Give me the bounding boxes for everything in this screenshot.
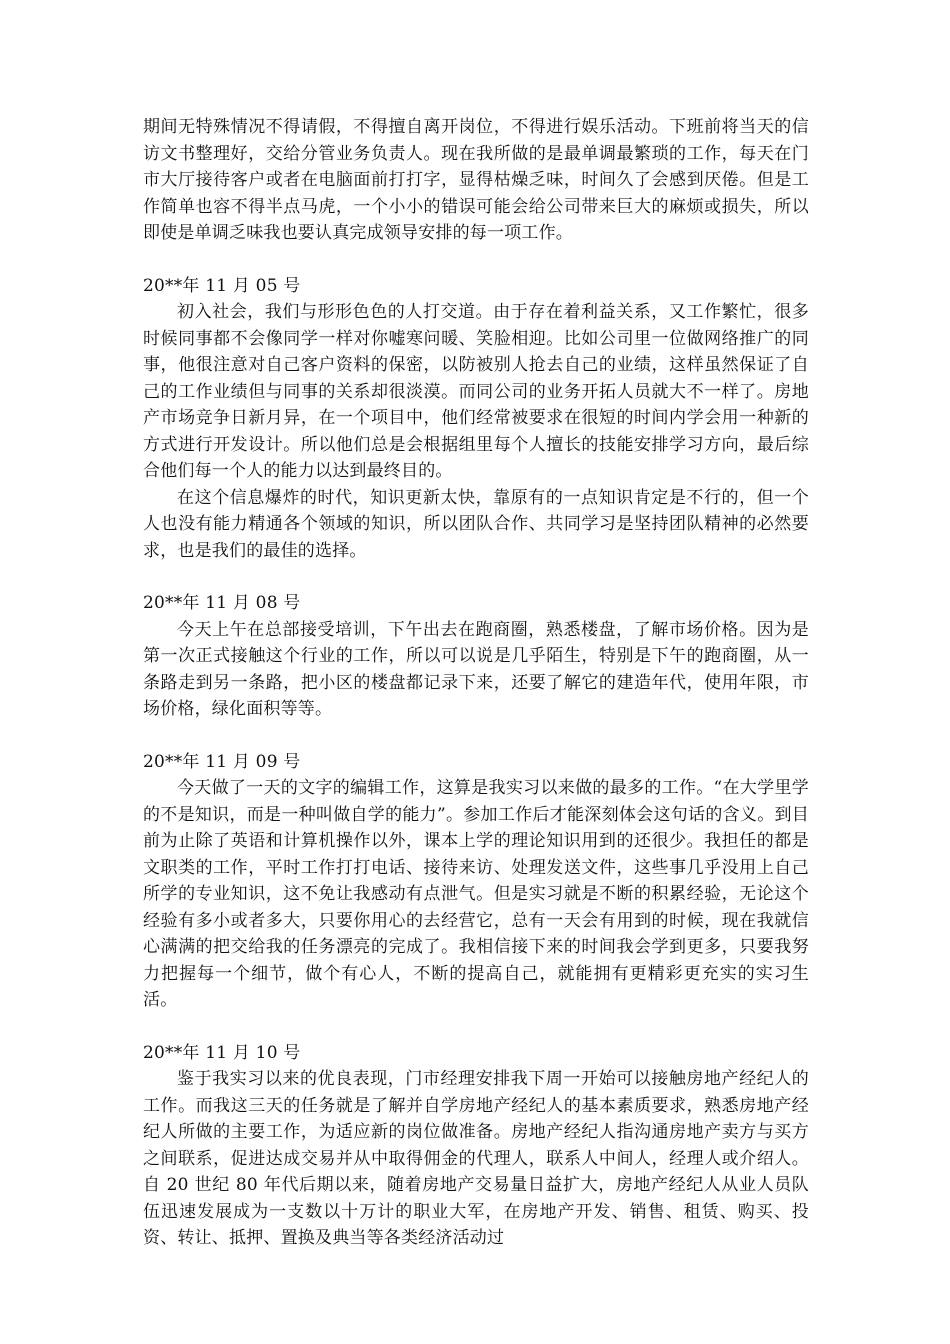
diary-entry-1108 xyxy=(143,590,809,723)
entry-paragraph: 初入社会，我们与形形色色的人打交道。由于存在着利益关系，又工作繁忙，很多时候同事都不会像同学一样对你嘘寒问暖、笑脸相迎。比如公司里一位做网络推广的同事，他很注意对自己客户资料的保密，以防被别人抢去自己的业绩，这样虽然保证了自己的工作业绩但与同事的关系却很淡漠。而同公司的业务开拓人员就大不一样了。房地产市场竞争日新月异，在一个项目中，他们经常被要求在很短的时间内学会用一种新的方式进行开发设计。所以他们总是会根据组里每个人擅长的技能安排学习方向，最后综合他们每一个人的能力以达到最终目的。 xyxy=(143,302,809,481)
entry-paragraph: 在这个信息爆炸的时代，知识更新太快，靠原有的一点知识肯定是不行的，但一个人也没有能力精通各个领域的知识，所以团队合作、共同学习是坚持团队精神的必然要求，也是我们的最佳的选择。 xyxy=(143,487,809,561)
document-page xyxy=(143,114,809,1252)
entry-date: 20**年 11 月 09 号 xyxy=(143,751,301,772)
entry-date: 20**年 11 月 08 号 xyxy=(143,593,301,613)
entry-paragraph: 今天做了一天的文字的编辑工作，这算是我实习以来做的最多的工作。“在大学里学的不是知识，而是一种叫做自学的能力”。参加工作后才能深刻体会这句话的含义。到目前为止除了英语和计算机操作以外，课本上学的理论知识用到的还很少。我担任的都是文职类的工作，平时工作打打电话、接待来访、处理发送文件，这些事几乎没用上自己所学的专业知识，这不免让我感动有点泄气。但是实习就是不断的积累经验，无论这个经验有多小或者多大，只要你用心的去经营它，总有一天会有用到的时候，现在我就信心满满的把交给我的任务漂亮的完成了。我相信接下来的时间我会学到更多，只要我努力把握每一个细节，做个有心人，不断的提高自己，就能拥有更精彩更充实的实习生活。 xyxy=(143,778,809,1010)
entry-paragraph: 鉴于我实习以来的优良表现，门市经理安排我下周一开始可以接触房地产经纪人的工作。而我这三天的任务就是了解并自学房地产经纪人的基本素质要求，熟悉房地产经纪人所做的主要工作，为适应新的岗位做准备。房地产经纪人指沟通房地产卖方与买方之间联系，促进达成交易并从中取得佣金的代理人，联系人中间人，经理人或介绍人。自 20 世纪 80 年代后期以来，随着房地产交易量日益扩大，房地产经纪人从业人员队伍迅速发展成为一支数以十万计的职业大军，在房地产开发、销售、租赁、购买、投资、转让、抵押、置换及典当等各类经济活动过 xyxy=(143,1069,809,1248)
diary-entry-1110 xyxy=(143,1040,809,1252)
diary-entry-1105 xyxy=(143,273,809,565)
entry-paragraph: 今天上午在总部接受培训，下午出去在跑商圈，熟悉楼盘，了解市场价格。因为是第一次正式接触这个行业的工作，所以可以说是几乎陌生，特别是下午的跑商圈，从一条路走到另一条路，把小区的楼盘都记录下来，还要了解它的建造年代，使用年限，市场价格，绿化面积等等。 xyxy=(143,619,809,719)
diary-entry-1109 xyxy=(143,749,809,1014)
entry-date: 20**年 11 月 10 号 xyxy=(143,1042,301,1063)
entry-date: 20**年 11 月 05 号 xyxy=(143,275,301,296)
intro-paragraph: 期间无特殊情况不得请假，不得擅自离开岗位，不得进行娱乐活动。下班前将当天的信访文书整理好，交给分管业务负责人。现在我所做的是最单调最繁琐的工作，每天在门市大厅接待客户或者在电脑面前打打字，显得枯燥乏味，时间久了会感到厌倦。但是工作简单也容不得半点马虎，一个小小的错误可能会给公司带来巨大的麻烦或损失，所以即使是单调乏味我也要认真完成领导安排的每一项工作。 xyxy=(143,117,809,243)
